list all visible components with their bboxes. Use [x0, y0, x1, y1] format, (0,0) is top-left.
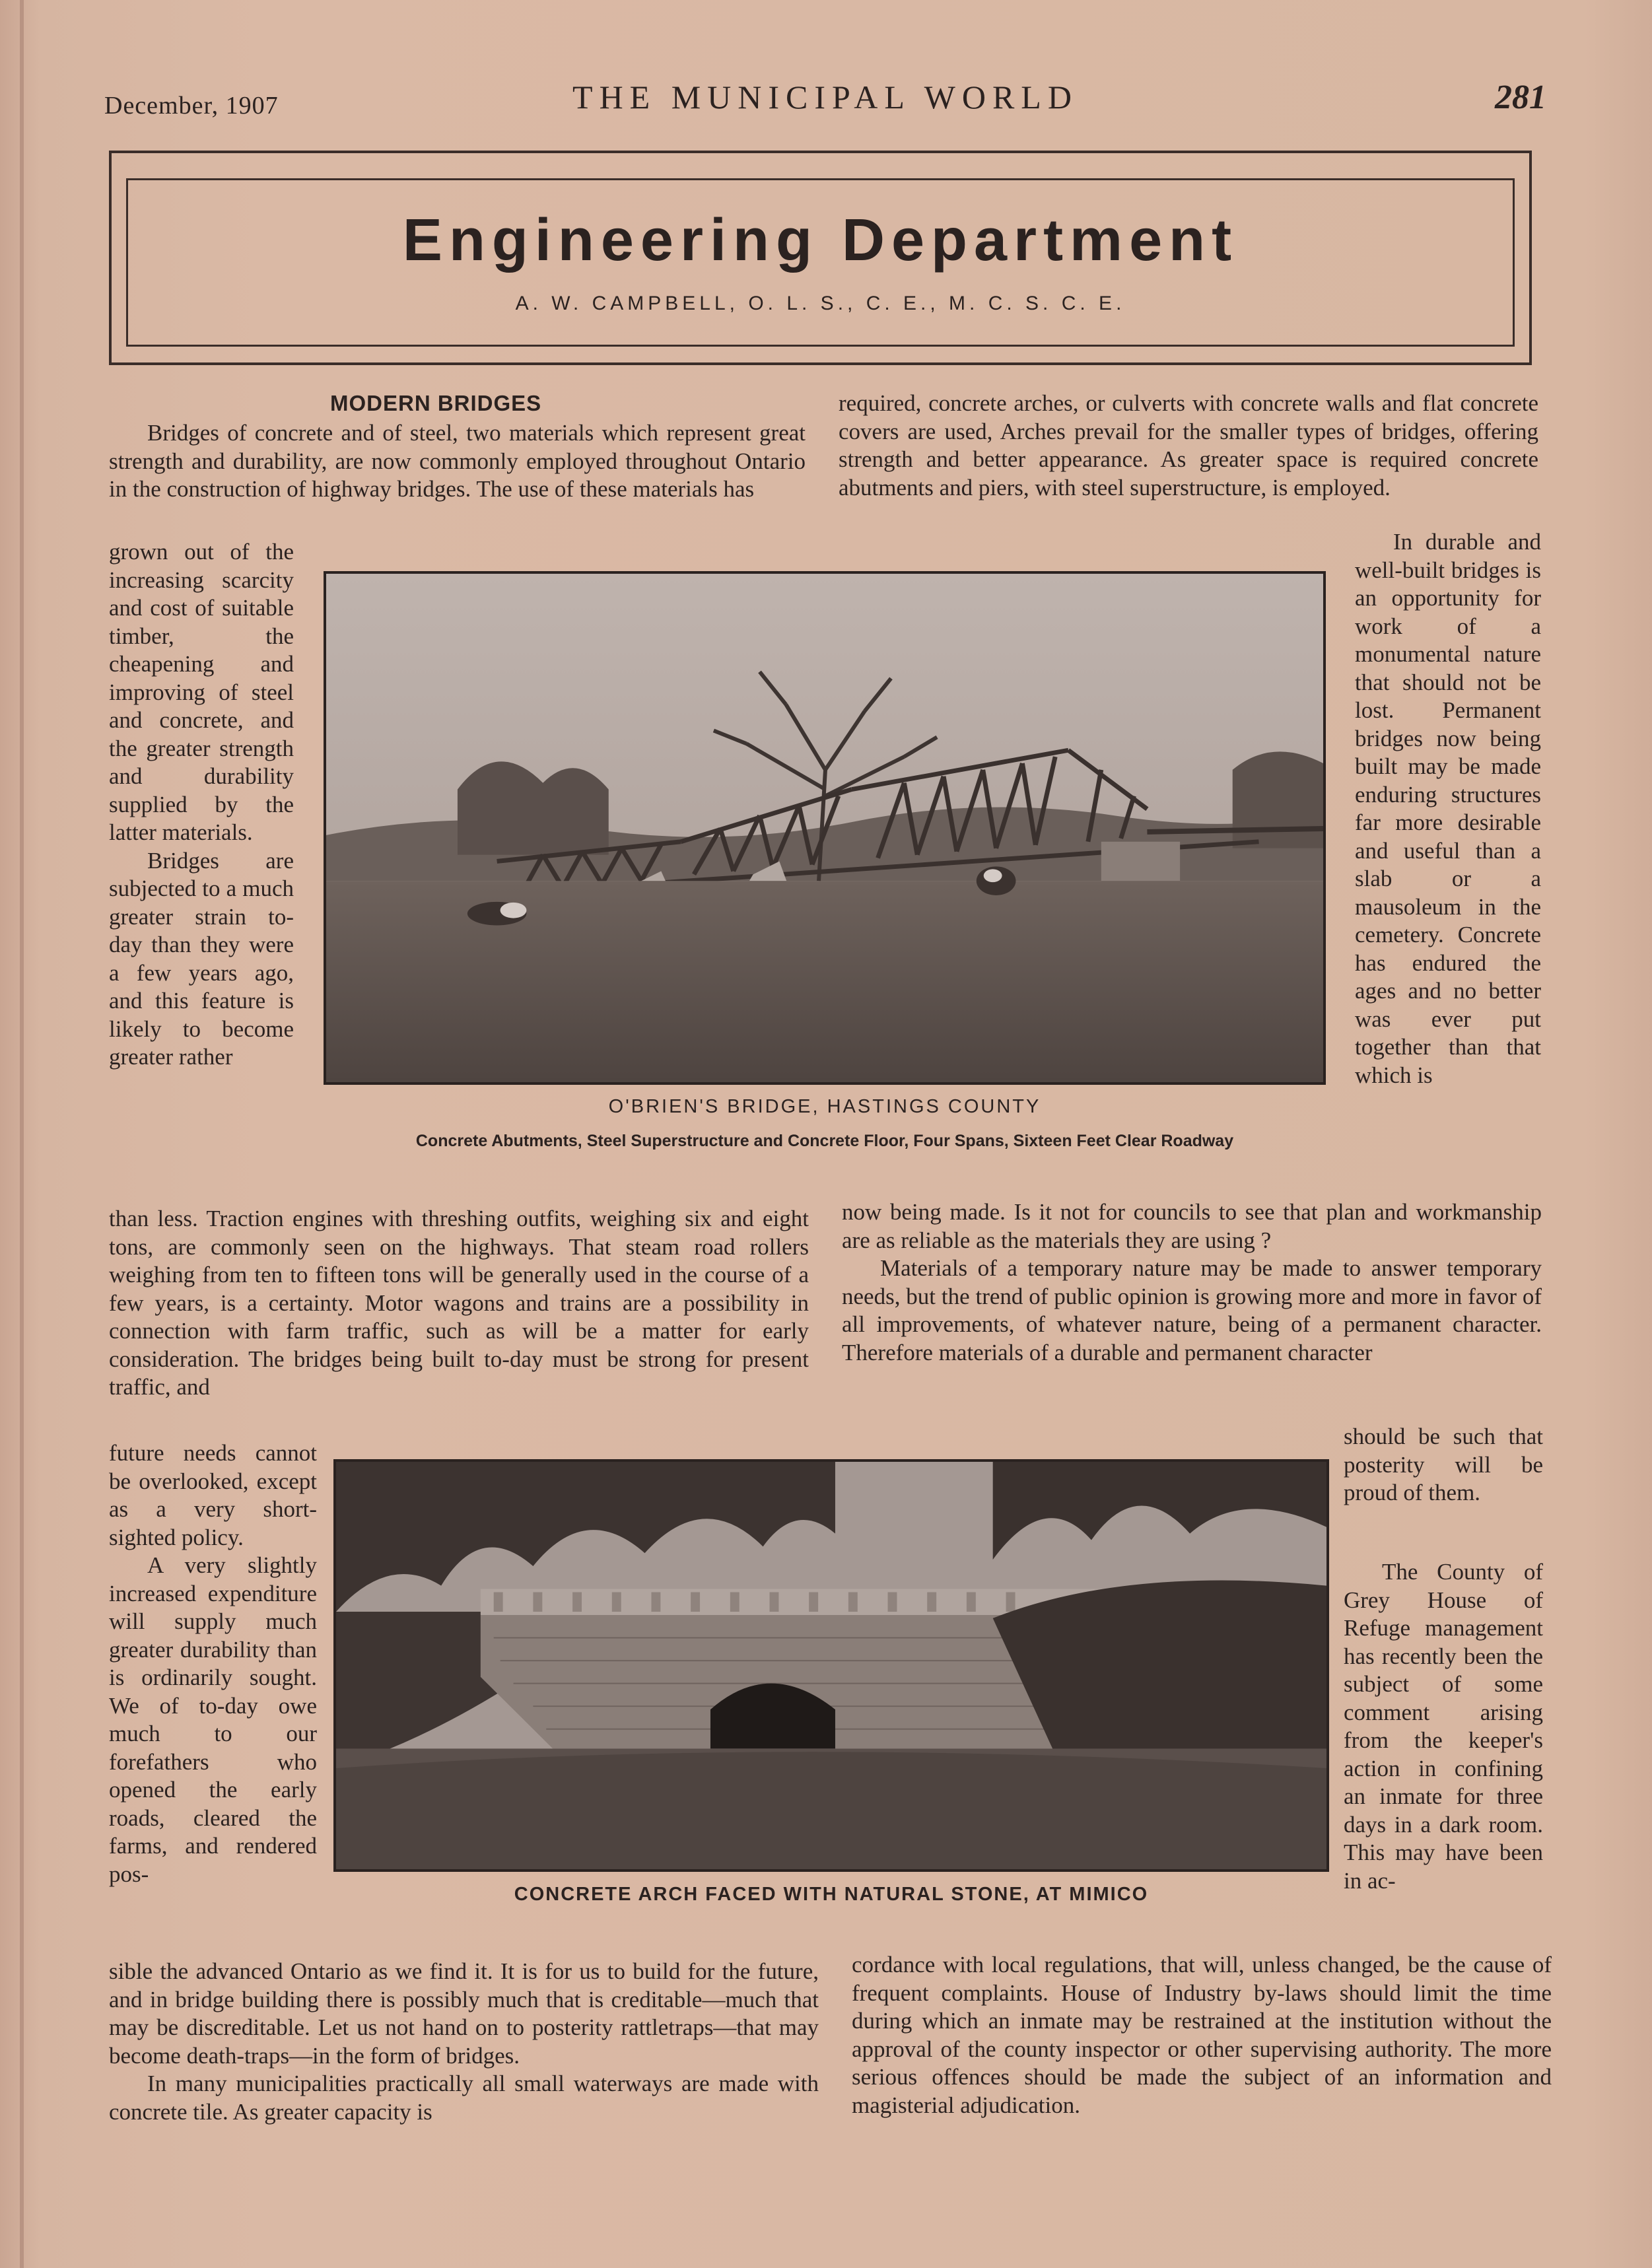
page-number: 281 — [1495, 79, 1546, 116]
bridge-subcaption: Concrete Abutments, Steel Superstructure and Concrete Floor, Four Spans, Sixteen Feet Clear Roadway — [415, 1132, 1234, 1150]
journal-title: THE MUNICIPAL WORLD — [572, 79, 1078, 116]
paragraph: future needs cannot be overlooked, except as a very short-sighted policy. — [109, 1440, 317, 1550]
article-heading: MODERN BRIDGES — [330, 391, 542, 415]
paragraph: cordance with local regulations, that will, unless changed, be the cause of frequent complaints. House of Industry by-laws should limit the time during which an inmate may be restrained at the institution without the approval of the county inspector or other supervising authority. The more serious offences should be made the subject of an information and magisterial adjudication. — [852, 1952, 1552, 2118]
paragraph: In many municipalities practically all small waterways are made with concrete tile. As greater capacity is — [109, 2071, 819, 2125]
paragraph: than less. Traction engines with threshing outfits, weighing six and eight tons, are commonly seen on the highways. That steam road rollers weighing from ten to fifteen tons will be generally used in the course of a few years, is a certainty. Motor wagons and trains are a possibility in connection with farm traffic, such as will be a matter for early consideration. The bridges being built to-day must be strong for present traffic, and — [109, 1206, 809, 1400]
left-narrow-block-2 — [109, 1439, 317, 1888]
department-title: Engineering Department — [402, 207, 1239, 273]
left-middle-paragraph — [109, 1205, 809, 1402]
paragraph: required, concrete arches, or culverts with concrete walls and flat concrete covers are used, Arches prevail for the smaller types of bridges, offering strength and better appearance. As greater space is required concrete abutments and piers, with steel superstructure, is employed. — [839, 390, 1538, 500]
masthead-inner-frame — [126, 178, 1515, 347]
running-head — [104, 73, 1546, 119]
left-top-paragraph — [109, 419, 806, 504]
right-narrow-block-1 — [1355, 528, 1541, 1089]
right-bottom-paragraph — [852, 1951, 1552, 2119]
right-middle-paragraphs — [842, 1198, 1542, 1367]
bridge-photo-illustration — [326, 574, 1323, 1082]
right-narrow-block-2 — [1344, 1423, 1543, 1507]
paragraph: Bridges of concrete and of steel, two materials which represent great strength and durability, are now commonly employed throughout Ontario in the construction of highway bridges. The use of these materials has — [109, 420, 806, 502]
right-narrow-block-3 — [1344, 1558, 1543, 1895]
left-bottom-paragraphs — [109, 1958, 819, 2126]
bridge-photograph — [324, 571, 1326, 1085]
paragraph: The County of Grey House of Refuge management has recently been the subject of some comment arising from the keeper's action in confining an inmate for three days in a dark room. This may have been in ac- — [1344, 1559, 1543, 1894]
paragraph: now being made. Is it not for councils to see that plan and workmanship are as reliable as the materials they are using ? — [842, 1199, 1542, 1253]
paragraph: grown out of the increasing scarcity and cost of suitable timber, the cheapening and improving of steel and concrete, and the greater strength and durability supplied by the latter materials. — [109, 539, 294, 845]
department-masthead — [109, 151, 1532, 365]
right-top-paragraph — [839, 390, 1538, 502]
arch-caption: CONCRETE ARCH FACED WITH NATURAL STONE, AT MIMICO — [514, 1884, 1149, 1905]
arch-photo-illustration — [336, 1462, 1326, 1869]
bridge-caption: O'BRIEN'S BRIDGE, HASTINGS COUNTY — [608, 1096, 1041, 1117]
paragraph: In durable and well-built bridges is an opportunity for work of a monumental nature that should not be lost. Permanent bridges now being built may be made enduring structures far more desirable and useful than a slab or a mausoleum in the cemetery. Concrete has endured the ages and no better was ever put together than that which is — [1355, 529, 1541, 1088]
binding-edge — [20, 0, 24, 2268]
paragraph: sible the advanced Ontario as we find it. It is for us to build for the future, and in bridge building there is possibly much that is creditable—much that may be discreditable. Let us not hand on to posterity rattletraps—that may become death-traps—in the form of bridges. — [109, 1958, 819, 2069]
department-author: A. W. CAMPBELL, O. L. S., C. E., M. C. S. C. E. — [515, 292, 1126, 314]
issue-date: December, 1907 — [104, 92, 279, 120]
arch-photograph — [333, 1459, 1329, 1872]
paragraph: Bridges are subjected to a much greater strain to-day than they were a few years ago, and this feature is likely to become greater rather — [109, 847, 294, 1070]
paragraph: Materials of a temporary nature may be made to answer temporary needs, but the trend of public opinion is growing more and more in favor of all improvements, of whatever nature, being of a permanent character. Therefore materials of a durable and permanent character — [842, 1255, 1542, 1365]
left-narrow-block-1 — [109, 538, 294, 1072]
paragraph: A very slightly increased expenditure will supply much greater durability than is ordinarily sought. We of to-day owe much to our forefathers who opened the early roads, cleared the farms, and rendered pos- — [109, 1552, 317, 1887]
paragraph: should be such that posterity will be proud of them. — [1344, 1424, 1543, 1505]
